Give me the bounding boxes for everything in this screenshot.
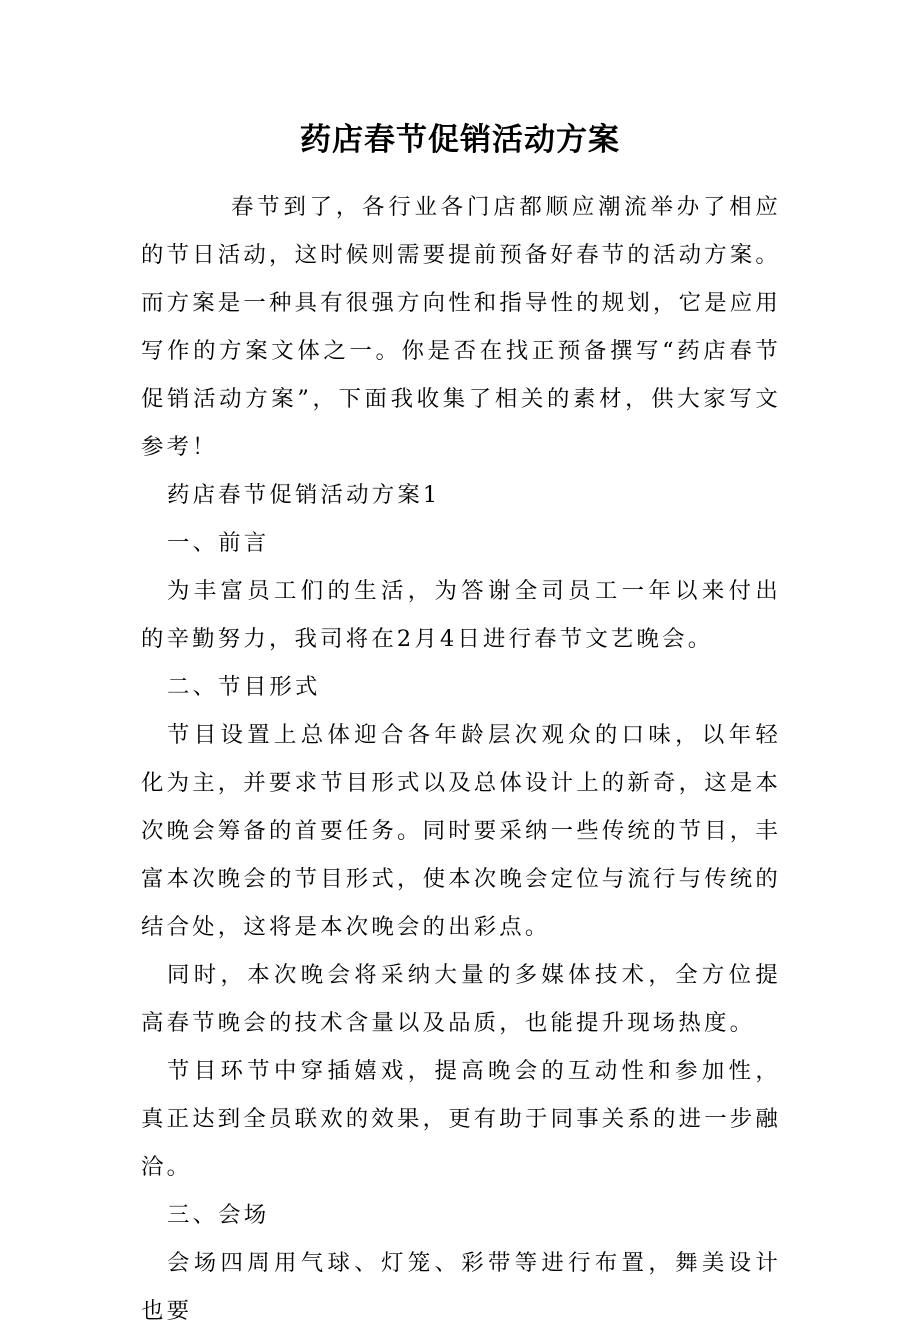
section-heading-plan-1: 药店春节促销活动方案1 [167, 482, 441, 508]
document-title: 药店春节促销活动方案 [300, 122, 620, 158]
paragraph-program-form-1: 节目设置上总体迎合各年龄层次观众的口味，以年轻化为主，并要求节目形式以及总体设计上的新奇，这是本次晚会筹备的首要任务。同时要采纳一些传统的节目，丰富本次晚会的节目形式，使本次晚会定位与流行与传统的结合处，这将是本次晚会的出彩点。 [141, 722, 781, 940]
paragraph-program-form-3: 节目环节中穿插嬉戏，提高晚会的互动性和参加性，真正达到全员联欢的效果，更有助于同事关系的进一步融洽。 [141, 1058, 781, 1180]
section-heading-program-form: 二、节目形式 [167, 674, 321, 700]
paragraph-preface: 为丰富员工们的生活，为答谢全司员工一年以来付出的辛勤努力，我司将在2月4日进行春节文艺晚会。 [141, 578, 781, 652]
document-body [141, 183, 781, 1335]
paragraph-venue: 会场四周用气球、灯笼、彩带等进行布置，舞美设计也要 [141, 1250, 781, 1324]
paragraph-program-form-2: 同时，本次晚会将采纳大量的多媒体技术，全方位提高春节晚会的技术含量以及品质，也能提升现场热度。 [141, 962, 781, 1036]
section-heading-preface: 一、前言 [167, 530, 270, 556]
intro-paragraph: 春节到了，各行业各门店都顺应潮流举办了相应的节日活动，这时候则需要提前预备好春节的活动方案。而方案是一种具有很强方向性和指导性的规划，它是应用写作的方案文体之一。你是否在找正预备撰写“药店春节促销活动方案”，下面我收集了相关的素材，供大家写文参考！ [141, 194, 781, 460]
section-heading-venue: 三、会场 [167, 1202, 270, 1228]
